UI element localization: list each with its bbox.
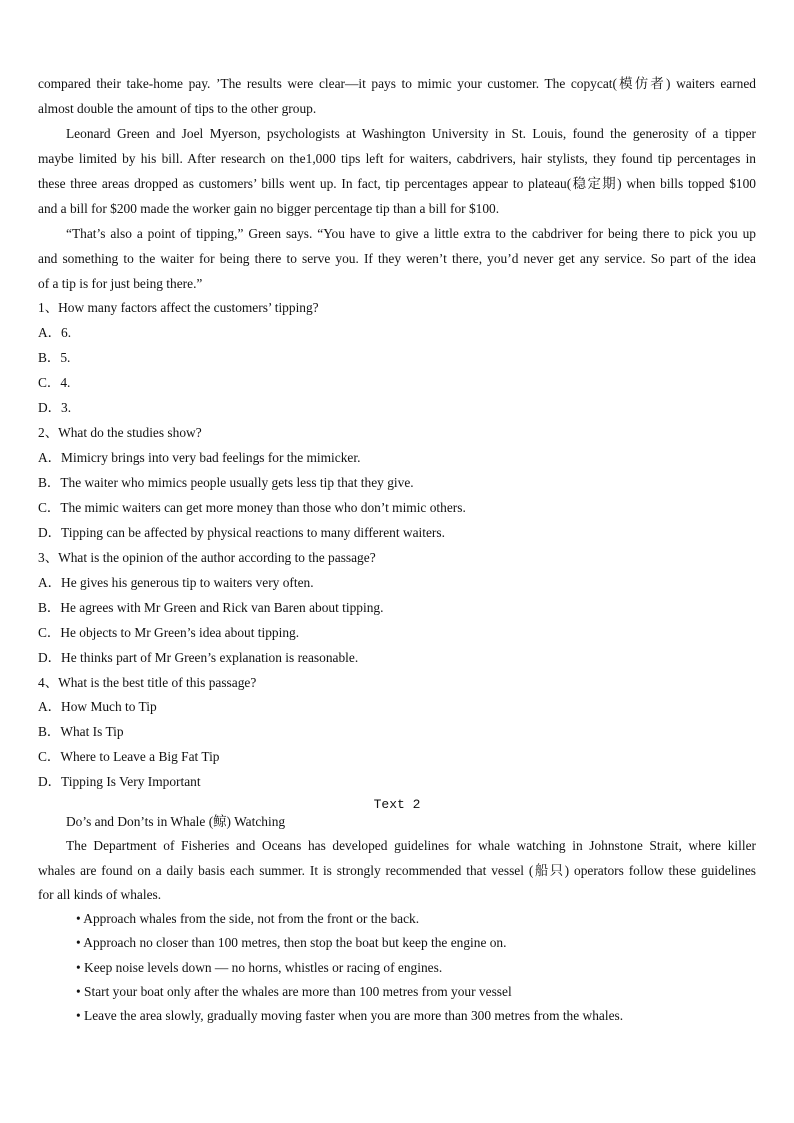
paragraph-line: these three areas dropped as customers’ bills went up. In fact, tip percentages appear to plateau(稳定期) when bills topped $100 (38, 175, 756, 191)
paragraph-line: The Department of Fisheries and Oceans has developed guidelines for whale watching in Johnstone Strait, where killer (66, 838, 756, 854)
answer-option: A．Mimicry brings into very bad feelings for the mimicker. (38, 450, 361, 466)
paragraph-line: of a tip is for just being there.” (38, 275, 203, 291)
text-2-heading: Text 2 (373, 797, 421, 812)
paragraph-line: and something to the waiter for being there to serve you. If they weren’t there, you’d never get any service. So part of the idea (38, 250, 756, 266)
answer-option: C．Where to Leave a Big Fat Tip (38, 749, 220, 765)
answer-option: B．The waiter who mimics people usually gets less tip that they give. (38, 475, 414, 490)
passage-1 (38, 72, 756, 795)
answer-option: C．4. (38, 375, 71, 391)
answer-option: D．Tipping can be affected by physical reactions to many different waiters. (38, 524, 445, 540)
answer-option: D．He thinks part of Mr Green’s explanation is reasonable. (38, 649, 359, 665)
answer-option: A．6. (38, 325, 72, 341)
guideline-bullet: • Leave the area slowly, gradually moving faster when you are more than 300 metres from the whales. (76, 1008, 624, 1024)
paragraph-line: for all kinds of whales. (38, 886, 162, 902)
answer-option: B．What Is Tip (38, 724, 124, 740)
guideline-bullet: • Approach whales from the side, not from the front or the back. (76, 911, 420, 927)
question-4: 4、What is the best title of this passage? (38, 674, 257, 690)
text-2-title: Do’s and Don’ts in Whale (鲸) Watching (66, 814, 286, 829)
paragraph-line: and a bill for $200 made the worker gain no bigger percentage tip than a bill for $100. (38, 200, 500, 216)
answer-option: B．He agrees with Mr Green and Rick van Baren about tipping. (38, 599, 384, 615)
guideline-bullet: • Keep noise levels down — no horns, whistles or racing of engines. (76, 959, 443, 975)
paragraph-line: compared their take-home pay. ’The results were clear—it pays to mimic your customer. The copycat(模仿者) waiters earned (38, 76, 756, 91)
paragraph-line: “That’s also a point of tipping,” Green says. “You have to give a little extra to the cabdriver for being there to pick you up (66, 225, 756, 241)
paragraph-line: whales are found on a daily basis each summer. It is strongly recommended that vessel (船只) operators follow these guidelines (38, 862, 756, 878)
guideline-bullet: • Start your boat only after the whales are more than 100 metres from your vessel (76, 984, 512, 1000)
answer-option: D．3. (38, 400, 72, 416)
guideline-bullet: • Approach no closer than 100 metres, then stop the boat but keep the engine on. (76, 935, 507, 951)
answer-option: A．How Much to Tip (38, 699, 157, 715)
paragraph-line: almost double the amount of tips to the other group. (38, 100, 317, 116)
answer-option: A．He gives his generous tip to waiters very often. (38, 574, 314, 590)
paragraph-line: maybe limited by his bill. After research on the1,000 tips left for waiters, cabdrivers, hair stylists, they found tip percentages in (38, 150, 756, 166)
answer-option: C．He objects to Mr Green’s idea about tipping. (38, 624, 300, 640)
answer-option: B．5. (38, 350, 71, 366)
question-3: 3、What is the opinion of the author according to the passage? (38, 549, 376, 565)
answer-option: C．The mimic waiters can get more money than those who don’t mimic others. (38, 499, 466, 515)
question-1: 1、How many factors affect the customers’ tipping? (38, 300, 319, 316)
question-2: 2、What do the studies show? (38, 425, 202, 441)
passage-2 (38, 810, 756, 1029)
answer-option: D．Tipping Is Very Important (38, 774, 201, 790)
paragraph-line: Leonard Green and Joel Myerson, psychologists at Washington University in St. Louis, found the generosity of a tipper (66, 125, 756, 141)
